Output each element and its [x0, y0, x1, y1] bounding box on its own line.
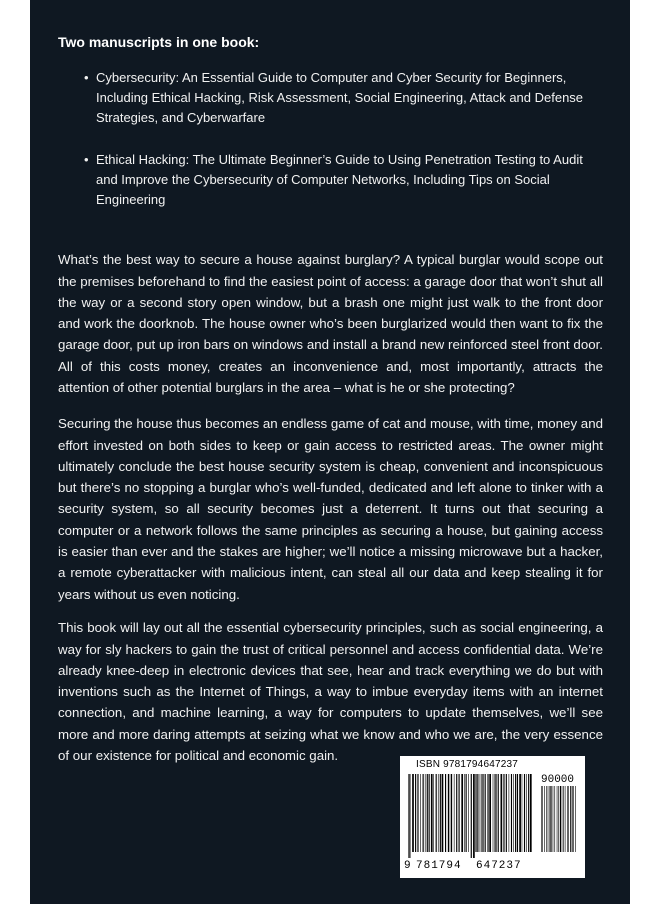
barcode-bar [429, 774, 430, 852]
barcode-bar [415, 774, 416, 852]
barcode-bar [498, 774, 499, 852]
body-paragraph: This book will lay out all the essential cybersecurity principles, such as social engineering, a way for sly hackers to gain the trust of critical personnel and access confidential data. We’re already knee-deep in electronic devices that see, hear and track everything we do but with inventions such as the Internet of Things, a way to imbue everyday items with an internet connection, and machine learning, a way for computers to update themselves, we’ll see more and more daring attempts at seizing what we know and who we are, the very essence of our existence for political and economic gain. [58, 620, 603, 764]
barcode-bar [412, 774, 414, 852]
barcode-bar [440, 774, 441, 852]
barcode-bar [568, 786, 569, 852]
barcode-bar [560, 786, 561, 852]
barcode-bar [487, 774, 488, 852]
barcode-bar [522, 774, 523, 852]
barcode-bar [477, 774, 478, 852]
barcode-bar [468, 774, 469, 852]
barcode-bar [493, 774, 494, 852]
barcode-bar [451, 774, 452, 852]
manuscript-title: Ethical Hacking: The Ultimate Beginner’s Guide to Using Penetration Testing to Audit and Improve the Cybersecurity of Computer Networks, Including Tips on Social Engineering [96, 152, 583, 207]
barcode-bar [509, 774, 510, 852]
body-paragraph: What’s the best way to secure a house against burglary? A typical burglar would scope out the premises beforehand to find the easiest point of access: a garage door that won’t shut all the way or a second story open window, but a brash one might just walk to the front door and work the doorknob. The house owner who’s been burglarized would then want to fix the garage door, put up iron bars on windows and install a brand new reinforced steel front door. All of this costs money, creates an inconvenience and, most importantly, attracts the attention of other potential burglars in the area – what is he or she protecting? [58, 252, 603, 396]
barcode-bar [546, 786, 547, 852]
barcode-bar [427, 774, 428, 852]
bullet-icon: • [84, 70, 89, 85]
barcode-bar [417, 774, 418, 852]
barcode-bar [420, 774, 421, 852]
barcode-bar [409, 774, 410, 858]
barcode-bar [445, 774, 446, 852]
barcode-bar [501, 774, 503, 852]
barcode-bar [442, 774, 444, 852]
barcode-bar [436, 774, 437, 852]
barcode-bar [495, 774, 496, 852]
barcode-bar [558, 786, 559, 852]
barcode-bar [563, 786, 564, 852]
barcode-bar [544, 786, 545, 852]
addon-barcode-bars [541, 786, 577, 858]
barcode-bar [554, 786, 555, 852]
manuscripts-heading: Two manuscripts in one book: [58, 34, 260, 50]
barcode-bar [481, 774, 482, 852]
barcode-bar [423, 774, 424, 852]
barcode-bar [480, 774, 481, 852]
barcode-bar [528, 774, 529, 852]
barcode-bar [496, 774, 497, 852]
barcode-bar [454, 774, 455, 852]
body-paragraph: Securing the house thus becomes an endless game of cat and mouse, with time, money and effort invested on both sides to keep or gain access to restricted areas. The owner might ultimately conclude the best house security system is cheap, convenient and inconspicuous but there’s no stopping a burglar who’s well-funded, dedicated and left alone to tinker with a security system, so all security becomes just a deterrent. It turns out that securing a computer or a network follows the same principles as securing a house, but gaining access is easier than ever and the stakes are higher; we’ll notice a missing microwave but a hacker, a remote cyberattacker with malicious intent, can steal all our data and keep stealing it for years without us even noticing. [58, 416, 603, 602]
barcode-bar [450, 774, 451, 852]
barcode-bar [542, 786, 543, 852]
barcode-bar [567, 786, 568, 852]
barcode-bar [471, 774, 472, 858]
barcode-bar [464, 774, 465, 852]
barcode-bar [524, 774, 525, 852]
barcode-bar [573, 786, 574, 852]
barcode-bar [517, 774, 518, 852]
barcode-bar [553, 786, 554, 852]
barcode-bar [431, 774, 433, 852]
barcode-bar [519, 774, 521, 852]
ean-left-digits: 781794 [416, 860, 462, 872]
barcode-bar [511, 774, 512, 852]
barcode-bar [461, 774, 463, 852]
barcode-bar [448, 774, 449, 852]
barcode-bar [541, 786, 542, 852]
barcode-bar [515, 774, 516, 852]
ean-lead-digit: 9 [404, 860, 411, 872]
barcode-bar [506, 774, 507, 852]
back-cover [30, 0, 630, 904]
barcode-bar [473, 774, 475, 858]
isbn-barcode [400, 756, 585, 878]
barcode-bar [408, 774, 409, 858]
isbn-label: ISBN 9781794647237 [416, 759, 519, 770]
barcode-bar [425, 774, 426, 852]
barcode-bar [548, 786, 549, 852]
barcode-bar [438, 774, 439, 852]
barcode-bar [485, 774, 486, 852]
barcode-bar [562, 786, 563, 852]
barcode-bar [475, 774, 476, 852]
barcode-bar [565, 786, 566, 852]
barcode-bar [572, 786, 573, 852]
barcode-bar [456, 774, 457, 852]
barcode-bar [557, 786, 558, 852]
barcode-bar [503, 774, 504, 852]
barcode-bar [466, 774, 467, 852]
manuscript-list [58, 68, 603, 232]
ean-right-digits: 647237 [476, 860, 522, 872]
bullet-icon: • [84, 152, 89, 167]
manuscript-item [58, 68, 603, 128]
barcode-bar [433, 774, 434, 852]
barcode-bar [526, 774, 527, 852]
ean-barcode-bars [408, 774, 533, 858]
price-addon-number: 90000 [541, 774, 575, 786]
manuscript-item [58, 150, 603, 210]
barcode-bar [483, 774, 484, 852]
barcode-bar [550, 786, 551, 852]
barcode-bar [489, 774, 491, 852]
barcode-bar [570, 786, 571, 852]
ean-digits [404, 860, 522, 872]
barcode-bar [459, 774, 460, 852]
barcode-bar [513, 774, 514, 852]
barcode-bar [575, 786, 576, 852]
manuscript-title: Cybersecurity: An Essential Guide to Computer and Cyber Security for Beginners, Including Ethical Hacking, Risk Assessment, Social Engineering, Attack and Defense Strategies, and Cyberwarfare [96, 70, 584, 125]
barcode-bar [551, 786, 552, 852]
barcode-bar [530, 774, 532, 852]
